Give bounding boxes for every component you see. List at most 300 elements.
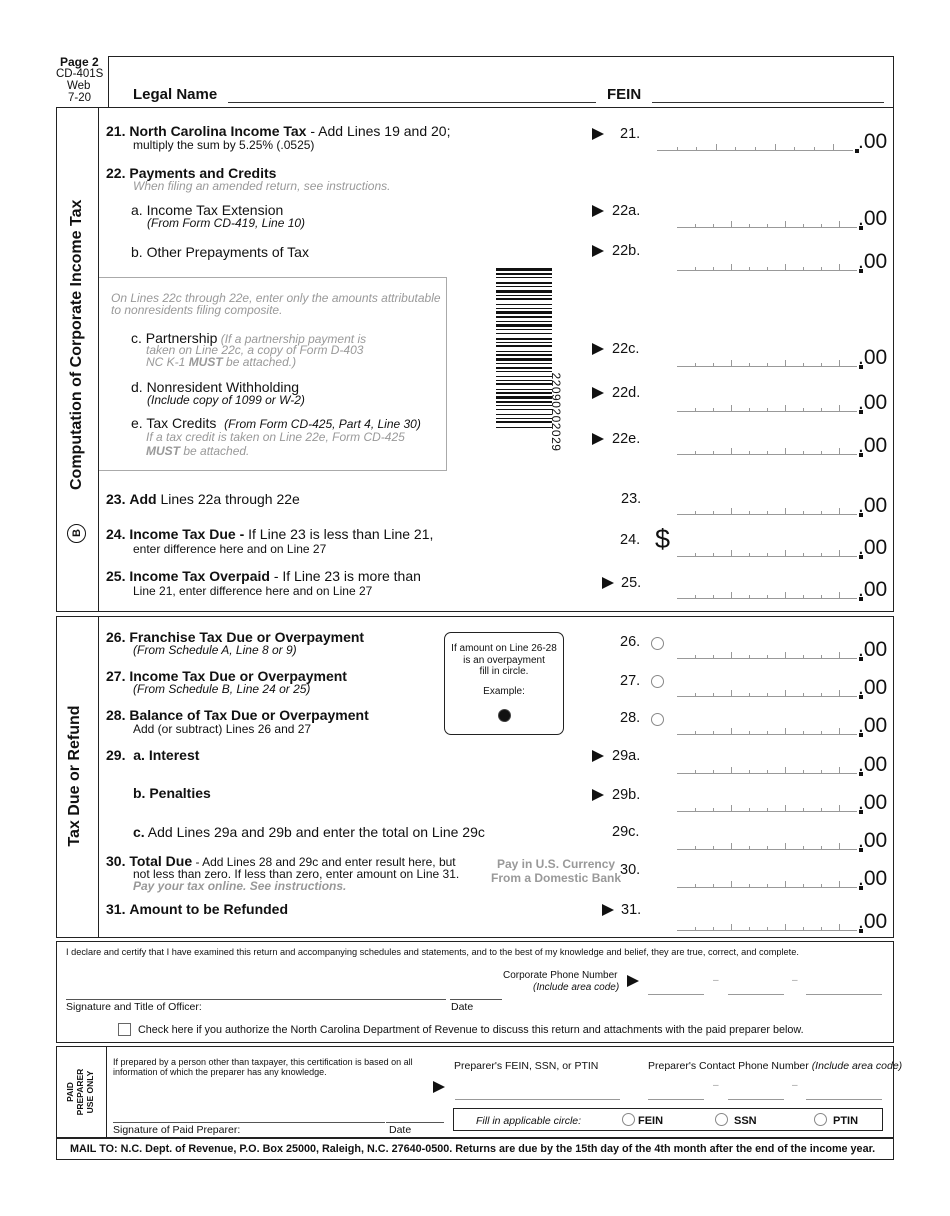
digit-tick bbox=[803, 884, 804, 888]
line-29a-arrow bbox=[592, 750, 604, 762]
digit-tick bbox=[749, 451, 750, 455]
line-21-sub: multiply the sum by 5.25% (.0525) bbox=[133, 138, 315, 152]
line-22d-ref: 22d. bbox=[612, 385, 641, 401]
digit-tick bbox=[803, 267, 804, 271]
digit-tick bbox=[749, 553, 750, 557]
line-26-ref: 26. bbox=[620, 634, 641, 650]
digit-tick bbox=[731, 448, 732, 455]
digit-tick bbox=[803, 408, 804, 412]
line-22d-amount-field[interactable] bbox=[677, 400, 857, 412]
barcode-bar bbox=[496, 414, 552, 415]
digit-tick bbox=[839, 652, 840, 659]
line-26-overpayment-circle[interactable] bbox=[651, 637, 664, 650]
overpayment-note-3: fill in circle. bbox=[479, 666, 529, 677]
digit-tick bbox=[695, 511, 696, 515]
line-22c-ref: 22c. bbox=[612, 341, 640, 357]
line-30-pay-online: Pay your tax online. See instructions. bbox=[133, 879, 347, 893]
barcode-bar bbox=[496, 389, 552, 390]
digit-tick bbox=[749, 808, 750, 812]
preparer-date-label: Date bbox=[389, 1124, 412, 1136]
digit-tick bbox=[696, 147, 697, 151]
digit-tick bbox=[785, 405, 786, 412]
authorize-preparer-checkbox[interactable] bbox=[118, 1023, 131, 1036]
digit-tick bbox=[695, 731, 696, 735]
digit-tick bbox=[767, 770, 768, 774]
line-29b-text: b. Penalties bbox=[133, 785, 211, 801]
legal-name-label: Legal Name bbox=[133, 86, 218, 103]
preparer-signature-field[interactable] bbox=[113, 1122, 385, 1123]
line-25-text: 25. Income Tax Overpaid - If Line 23 is more than bbox=[106, 568, 421, 584]
digit-tick bbox=[775, 144, 776, 151]
line-22c-sub-3: NC K-1 MUST be attached.) bbox=[146, 355, 297, 369]
digit-tick bbox=[821, 408, 822, 412]
digit-tick bbox=[785, 728, 786, 735]
digit-tick bbox=[695, 553, 696, 557]
form-number: CD-401S bbox=[56, 68, 104, 80]
line-29c-amount-field[interactable] bbox=[677, 838, 857, 850]
barcode-bar bbox=[496, 333, 552, 334]
digit-tick bbox=[695, 927, 696, 931]
digit-tick bbox=[785, 592, 786, 599]
line-22e-label: e. Tax Credits (From Form CD-425, Part 4, Line 30) bbox=[131, 415, 421, 431]
digit-tick bbox=[731, 652, 732, 659]
digit-tick bbox=[821, 511, 822, 515]
line-22-sub: When filing an amended return, see instructions. bbox=[133, 179, 391, 193]
line-25-amount-field[interactable] bbox=[677, 587, 857, 599]
digit-tick bbox=[803, 224, 804, 228]
digit-tick bbox=[713, 808, 714, 812]
line-22a-sub: (From Form CD-419, Line 10) bbox=[147, 216, 306, 230]
officer-date-field[interactable] bbox=[450, 999, 502, 1000]
digit-tick bbox=[821, 884, 822, 888]
line-22e-arrow bbox=[592, 433, 604, 445]
digit-tick bbox=[731, 728, 732, 735]
id-type-ptin-radio[interactable] bbox=[814, 1113, 827, 1126]
corporate-phone-line[interactable] bbox=[806, 985, 882, 995]
digit-tick bbox=[839, 448, 840, 455]
digit-tick bbox=[785, 264, 786, 271]
form-web: Web bbox=[67, 80, 91, 92]
barcode-bar bbox=[496, 376, 552, 377]
digit-tick bbox=[767, 363, 768, 367]
barcode-bar bbox=[496, 354, 552, 356]
section-b-letter: B bbox=[71, 529, 83, 537]
digit-tick bbox=[767, 408, 768, 412]
line-27-sub: (From Schedule B, Line 24 or 25) bbox=[133, 682, 311, 696]
barcode-bar bbox=[496, 367, 552, 369]
preparer-date-field[interactable] bbox=[386, 1122, 444, 1123]
barcode-bar bbox=[496, 304, 552, 305]
digit-tick bbox=[713, 511, 714, 515]
digit-tick bbox=[749, 927, 750, 931]
line-29c-text: c. Add Lines 29a and 29b and enter the total on Line 29c bbox=[133, 824, 485, 840]
line-22d-label: d. Nonresident Withholding bbox=[131, 379, 300, 395]
digit-tick bbox=[821, 808, 822, 812]
line-21-ref: 21. bbox=[620, 126, 641, 142]
line-22e-sub-1: If a tax credit is taken on Line 22e, Form CD-425 bbox=[146, 430, 405, 444]
line-30-text: 30. Total Due - Add Lines 28 and 29c and enter result here, but bbox=[106, 853, 456, 869]
barcode-bar bbox=[496, 401, 552, 403]
digit-tick bbox=[803, 511, 804, 515]
line-29b-ref: 29b. bbox=[612, 787, 641, 803]
digit-tick bbox=[713, 655, 714, 659]
digit-tick bbox=[821, 770, 822, 774]
line-22a-arrow bbox=[592, 205, 604, 217]
digit-tick bbox=[767, 731, 768, 735]
digit-tick bbox=[833, 144, 834, 151]
digit-tick bbox=[749, 408, 750, 412]
line-29a-ref: 29a. bbox=[612, 748, 641, 764]
digit-tick bbox=[767, 553, 768, 557]
digit-tick bbox=[695, 595, 696, 599]
barcode-bar bbox=[496, 392, 552, 394]
pay-currency-note-2: From a Domestic Bank bbox=[491, 871, 622, 885]
line-21-amount-field[interactable] bbox=[657, 139, 853, 151]
digit-tick bbox=[731, 360, 732, 367]
digit-tick bbox=[695, 224, 696, 228]
header-box bbox=[108, 56, 894, 108]
line-22e-amount-field[interactable] bbox=[677, 443, 857, 455]
line-31-amount-field[interactable] bbox=[677, 919, 857, 931]
section-refund-title: Tax Due or Refund bbox=[66, 705, 83, 847]
barcode-bar bbox=[496, 273, 552, 275]
line-29b-cents: .00 bbox=[858, 791, 888, 814]
preparer-phone-line[interactable] bbox=[806, 1090, 882, 1100]
line-23-ref: 23. bbox=[621, 491, 642, 507]
digit-tick bbox=[731, 550, 732, 557]
digit-tick bbox=[785, 221, 786, 228]
line-23-text: 23. Add Lines 22a through 22e bbox=[106, 491, 300, 507]
digit-tick bbox=[839, 728, 840, 735]
declaration-text: I declare and certify that I have examined this return and accompanying schedules and statements, and to the best of my knowledge and belief, they are true, correct, and complete. bbox=[66, 947, 799, 957]
line-24-sub: enter difference here and on Line 27 bbox=[133, 542, 327, 556]
digit-tick bbox=[821, 451, 822, 455]
line-22e-ref: 22e. bbox=[612, 431, 641, 447]
line-26-text: 26. Franchise Tax Due or Overpayment bbox=[106, 629, 365, 645]
digit-tick bbox=[749, 511, 750, 515]
digit-tick bbox=[749, 224, 750, 228]
id-type-label: Fill in applicable circle: bbox=[476, 1115, 582, 1127]
barcode-bar bbox=[496, 380, 552, 381]
form-version: 7-20 bbox=[68, 92, 92, 104]
digit-tick bbox=[755, 147, 756, 151]
digit-tick bbox=[731, 221, 732, 228]
preparer-phone-prefix[interactable] bbox=[728, 1090, 784, 1100]
barcode-bar bbox=[496, 396, 552, 399]
digit-tick bbox=[731, 592, 732, 599]
digit-tick bbox=[749, 846, 750, 850]
digit-tick bbox=[713, 693, 714, 697]
line-22c-arrow bbox=[592, 343, 604, 355]
line-24-cents: .00 bbox=[858, 536, 888, 559]
digit-tick bbox=[839, 264, 840, 271]
digit-tick bbox=[731, 508, 732, 515]
line-31-text: 31. Amount to be Refunded bbox=[106, 901, 289, 917]
digit-tick bbox=[767, 267, 768, 271]
line-28-text: 28. Balance of Tax Due or Overpayment bbox=[106, 707, 369, 723]
digit-tick bbox=[749, 731, 750, 735]
line-22-text: 22. Payments and Credits bbox=[106, 165, 277, 181]
digit-tick bbox=[803, 595, 804, 599]
barcode bbox=[496, 268, 552, 560]
digit-tick bbox=[749, 267, 750, 271]
barcode-bar bbox=[496, 268, 552, 271]
digit-tick bbox=[839, 805, 840, 812]
barcode-bar bbox=[496, 324, 552, 327]
line-23-amount-field[interactable] bbox=[677, 503, 857, 515]
digit-tick bbox=[814, 147, 815, 151]
barcode-bar bbox=[496, 351, 552, 352]
digit-tick bbox=[821, 224, 822, 228]
digit-tick bbox=[713, 553, 714, 557]
line-27-cents: .00 bbox=[858, 676, 888, 699]
digit-tick bbox=[785, 550, 786, 557]
corporate-phone-label: Corporate Phone Number bbox=[503, 970, 618, 981]
digit-tick bbox=[839, 221, 840, 228]
digit-tick bbox=[785, 924, 786, 931]
line-22d-cents: .00 bbox=[858, 391, 888, 414]
authorize-preparer-text: Check here if you authorize the North Carolina Department of Revenue to discuss this return and attachments with the paid preparer below. bbox=[138, 1024, 804, 1036]
line-22a-cents: .00 bbox=[858, 207, 888, 230]
line-22b-amount-field[interactable] bbox=[677, 259, 857, 271]
line-24-ref: 24. bbox=[620, 532, 641, 548]
barcode-number: 22090202029 bbox=[549, 372, 563, 452]
line-25-ref: 25. bbox=[621, 575, 642, 591]
digit-tick bbox=[839, 881, 840, 888]
digit-tick bbox=[785, 448, 786, 455]
line-28-cents: .00 bbox=[858, 714, 888, 737]
digit-tick bbox=[767, 655, 768, 659]
digit-tick bbox=[767, 511, 768, 515]
digit-tick bbox=[731, 805, 732, 812]
phone-dash-2: – bbox=[792, 975, 798, 986]
digit-tick bbox=[839, 843, 840, 850]
digit-tick bbox=[839, 767, 840, 774]
fein-field[interactable] bbox=[652, 102, 884, 103]
line-26-cents: .00 bbox=[858, 638, 888, 661]
preparer-phone-dash-2: – bbox=[792, 1080, 798, 1091]
officer-signature-field[interactable] bbox=[66, 999, 446, 1000]
digit-tick bbox=[713, 267, 714, 271]
digit-tick bbox=[713, 927, 714, 931]
digit-tick bbox=[767, 846, 768, 850]
digit-tick bbox=[839, 550, 840, 557]
barcode-bar bbox=[496, 295, 552, 296]
line-24-amount-field[interactable] bbox=[677, 545, 857, 557]
barcode-bar bbox=[496, 308, 552, 309]
digit-tick bbox=[785, 843, 786, 850]
digit-tick bbox=[785, 508, 786, 515]
line-29a-text: 29. a. Interest bbox=[106, 747, 200, 763]
line-22c-amount-field[interactable] bbox=[677, 355, 857, 367]
digit-tick bbox=[839, 405, 840, 412]
digit-tick bbox=[803, 808, 804, 812]
barcode-bar bbox=[496, 342, 552, 343]
digit-tick bbox=[713, 770, 714, 774]
line-22a-ref: 22a. bbox=[612, 203, 641, 219]
digit-tick bbox=[749, 655, 750, 659]
overpayment-note-example: Example: bbox=[483, 686, 525, 697]
barcode-bar bbox=[496, 409, 552, 410]
preparer-phone-area[interactable] bbox=[648, 1090, 704, 1100]
line-28-overpayment-circle[interactable] bbox=[651, 713, 664, 726]
digit-tick bbox=[821, 595, 822, 599]
barcode-bar bbox=[496, 418, 552, 419]
barcode-bar bbox=[496, 298, 552, 300]
digit-tick bbox=[785, 652, 786, 659]
digit-tick bbox=[839, 592, 840, 599]
barcode-bar bbox=[496, 282, 552, 284]
digit-tick bbox=[695, 267, 696, 271]
line-22c-label: c. Partnership (If a partnership payment is bbox=[131, 330, 367, 346]
digit-tick bbox=[821, 693, 822, 697]
line-31-ref: 31. bbox=[621, 902, 642, 918]
line-28-ref: 28. bbox=[620, 710, 641, 726]
digit-tick bbox=[749, 693, 750, 697]
digit-tick bbox=[803, 731, 804, 735]
line-22a-amount-field[interactable] bbox=[677, 216, 857, 228]
barcode-bar bbox=[496, 371, 552, 372]
barcode-bar bbox=[496, 338, 552, 340]
preparer-signature-label: Signature of Paid Preparer: bbox=[113, 1124, 241, 1136]
barcode-bar bbox=[496, 321, 552, 322]
line-22c-cents: .00 bbox=[858, 346, 888, 369]
digit-tick bbox=[803, 927, 804, 931]
line-30-cents: .00 bbox=[858, 867, 888, 890]
preparer-cert-1: If prepared by a person other than taxpayer, this certification is based on all bbox=[113, 1057, 413, 1067]
digit-tick bbox=[767, 884, 768, 888]
digit-tick bbox=[803, 553, 804, 557]
digit-tick bbox=[821, 267, 822, 271]
mail-to-text: MAIL TO: N.C. Dept. of Revenue, P.O. Box 25000, Raleigh, N.C. 27640-0500. Returns are due by the 15th day of the 4th month after the end of the income year. bbox=[70, 1143, 876, 1155]
line-27-text: 27. Income Tax Due or Overpayment bbox=[106, 668, 347, 684]
id-type-fein-radio[interactable] bbox=[622, 1113, 635, 1126]
digit-tick bbox=[803, 655, 804, 659]
line-29a-cents: .00 bbox=[858, 753, 888, 776]
line-21-text: 21. North Carolina Income Tax - Add Lines 19 and 20; bbox=[106, 123, 451, 139]
digit-tick bbox=[767, 451, 768, 455]
line-22c-sub-2: taken on Line 22c, a copy of Form D-403 bbox=[146, 343, 364, 357]
preparer-phone-label: Preparer's Contact Phone Number (Include area code) bbox=[648, 1060, 903, 1072]
barcode-bar bbox=[496, 316, 552, 318]
digit-tick bbox=[839, 924, 840, 931]
line-30-amount-field[interactable] bbox=[677, 876, 857, 888]
digit-tick bbox=[839, 508, 840, 515]
corporate-phone-area[interactable] bbox=[648, 985, 704, 995]
pay-currency-note-1: Pay in U.S. Currency bbox=[497, 857, 616, 871]
overpayment-note-1: If amount on Line 26-28 bbox=[451, 643, 557, 654]
digit-tick bbox=[803, 846, 804, 850]
barcode-bar bbox=[496, 421, 552, 423]
digit-tick bbox=[713, 731, 714, 735]
digit-tick bbox=[713, 595, 714, 599]
fein-label: FEIN bbox=[607, 86, 642, 103]
line-30-sub: not less than zero. If less than zero, enter amount on Line 31. bbox=[133, 867, 460, 881]
line-27-ref: 27. bbox=[620, 673, 641, 689]
line-22d-arrow bbox=[592, 387, 604, 399]
digit-tick bbox=[767, 927, 768, 931]
digit-tick bbox=[767, 224, 768, 228]
digit-tick bbox=[767, 595, 768, 599]
digit-tick bbox=[695, 808, 696, 812]
line-28-amount-field[interactable] bbox=[677, 723, 857, 735]
digit-tick bbox=[749, 884, 750, 888]
digit-tick bbox=[749, 595, 750, 599]
barcode-bar bbox=[496, 329, 552, 330]
line-26-amount-field[interactable] bbox=[677, 647, 857, 659]
line-29b-amount-field[interactable] bbox=[677, 800, 857, 812]
section-b-title: Computation of Corporate Income Tax bbox=[68, 199, 85, 490]
digit-tick bbox=[716, 144, 717, 151]
digit-tick bbox=[695, 884, 696, 888]
line-22e-cents: .00 bbox=[858, 434, 888, 457]
line-24-text: 24. Income Tax Due - If Line 23 is less than Line 21, bbox=[106, 526, 434, 542]
line-25-sub: Line 21, enter difference here and on Line 27 bbox=[133, 584, 373, 598]
digit-tick bbox=[821, 655, 822, 659]
digit-tick bbox=[785, 805, 786, 812]
digit-tick bbox=[731, 264, 732, 271]
line-22b-cents: .00 bbox=[858, 250, 888, 273]
id-type-fein-label: FEIN bbox=[638, 1115, 664, 1127]
phone-dash-1: – bbox=[713, 975, 719, 986]
barcode-bar bbox=[496, 345, 552, 347]
digit-tick bbox=[821, 553, 822, 557]
nonresident-note-1: On Lines 22c through 22e, enter only the amounts attributable bbox=[111, 291, 441, 305]
preparer-signature-arrow bbox=[433, 1081, 445, 1093]
line-27-amount-field[interactable] bbox=[677, 685, 857, 697]
line-31-cents: .00 bbox=[858, 910, 888, 933]
corporate-phone-prefix[interactable] bbox=[728, 985, 784, 995]
officer-signature-label: Signature and Title of Officer: bbox=[66, 1001, 202, 1013]
preparer-id-field[interactable] bbox=[455, 1090, 620, 1100]
digit-tick bbox=[695, 693, 696, 697]
digit-tick bbox=[731, 405, 732, 412]
line-26-sub: (From Schedule A, Line 8 or 9) bbox=[133, 643, 297, 657]
line-30-ref: 30. bbox=[620, 862, 641, 878]
preparer-cert-2: information of which the preparer has any knowledge. bbox=[113, 1067, 327, 1077]
line-27-overpayment-circle[interactable] bbox=[651, 675, 664, 688]
officer-date-label: Date bbox=[451, 1001, 474, 1013]
id-type-ssn-radio[interactable] bbox=[715, 1113, 728, 1126]
digit-tick bbox=[731, 881, 732, 888]
line-22e-sub-2: MUST be attached. bbox=[146, 444, 250, 458]
digit-tick bbox=[839, 690, 840, 697]
digit-tick bbox=[803, 451, 804, 455]
digit-tick bbox=[695, 770, 696, 774]
line-28-sub: Add (or subtract) Lines 26 and 27 bbox=[133, 722, 312, 736]
page-number: Page 2 bbox=[60, 55, 99, 69]
digit-tick bbox=[767, 693, 768, 697]
barcode-bar bbox=[496, 427, 552, 428]
digit-tick bbox=[785, 360, 786, 367]
digit-tick bbox=[821, 846, 822, 850]
line-29a-amount-field[interactable] bbox=[677, 762, 857, 774]
barcode-bar bbox=[496, 290, 552, 293]
digit-tick bbox=[695, 408, 696, 412]
preparer-phone-dash-1: – bbox=[713, 1080, 719, 1091]
digit-tick bbox=[713, 408, 714, 412]
line-23-cents: .00 bbox=[858, 494, 888, 517]
digit-tick bbox=[767, 808, 768, 812]
legal-name-field[interactable] bbox=[228, 102, 596, 103]
line-24-dollar: $ bbox=[655, 524, 671, 554]
line-25-arrow bbox=[602, 577, 614, 589]
preparer-side-1: PAID bbox=[65, 1082, 75, 1102]
corporate-phone-sub: (Include area code) bbox=[533, 982, 620, 993]
line-29b-arrow bbox=[592, 789, 604, 801]
line-22d-sub: (Include copy of 1099 or W-2) bbox=[147, 393, 305, 407]
preparer-divider bbox=[106, 1046, 107, 1138]
